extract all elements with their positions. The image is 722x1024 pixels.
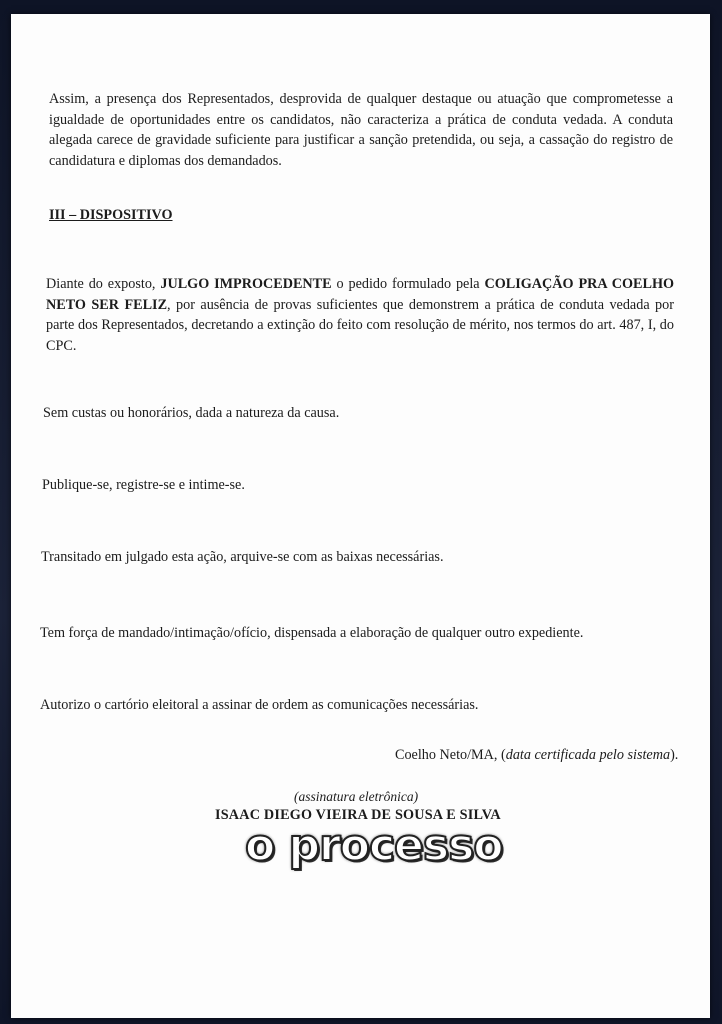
paragraph-mandate: Tem força de mandado/intimação/ofício, dispensada a elaboração de qualquer outro expediente. bbox=[40, 625, 584, 641]
paragraph-publish: Publique-se, registre-se e intime-se. bbox=[42, 477, 245, 493]
ruling-verdict: JULGO IMPROCEDENTE bbox=[160, 276, 332, 292]
ruling-text-1: Diante do exposto, bbox=[46, 276, 161, 292]
signer-name: ISAAC DIEGO VIEIRA DE SOUSA E SILVA bbox=[215, 807, 501, 823]
ruling-text-2: o pedido formulado pela bbox=[331, 276, 485, 292]
paragraph-archive: Transitado em julgado esta ação, arquive-se com as baixas necessárias. bbox=[41, 549, 444, 565]
paragraph-authorization: Autorizo o cartório eleitoral a assinar de ordem as comunicações necessárias. bbox=[40, 697, 479, 713]
paragraph-costs: Sem custas ou honorários, dada a natureza da causa. bbox=[43, 405, 340, 421]
paragraph-argument: Assim, a presença dos Representados, desprovida de qualquer destaque ou atuação que comprometesse a igualdade de oportunidades entre os candidatos, não caracteriza a prática de conduta vedada. A conduta alegada carece de gravidade suficiente para justificar a sanção pretendida, ou seja, a cassação do registro de candidatura e diplomas dos demandados. bbox=[49, 91, 673, 169]
watermark-logo: o processo bbox=[245, 820, 503, 871]
place-date-note: data certificada pelo sistema bbox=[505, 747, 671, 763]
signature-label: (assinatura eletrônica) bbox=[294, 789, 419, 804]
ruling-text-3: , por ausência de provas suficientes que demonstrem a prática de conduta vedada por parte dos Representados, decretando a extinção do feito com resolução de mérito, nos termos do art. 487, I, do CPC. bbox=[46, 296, 674, 354]
place-prefix: Coelho Neto/MA, ( bbox=[395, 747, 506, 763]
place-date-line bbox=[395, 747, 678, 764]
place-suffix: ). bbox=[670, 747, 679, 763]
section-heading: III – DISPOSITIVO bbox=[49, 207, 173, 223]
document-page bbox=[11, 14, 710, 1018]
ruling-party: COLIGAÇÃO PRA COELHO NETO SER FELIZ bbox=[46, 276, 675, 313]
paragraph-ruling bbox=[46, 274, 674, 356]
